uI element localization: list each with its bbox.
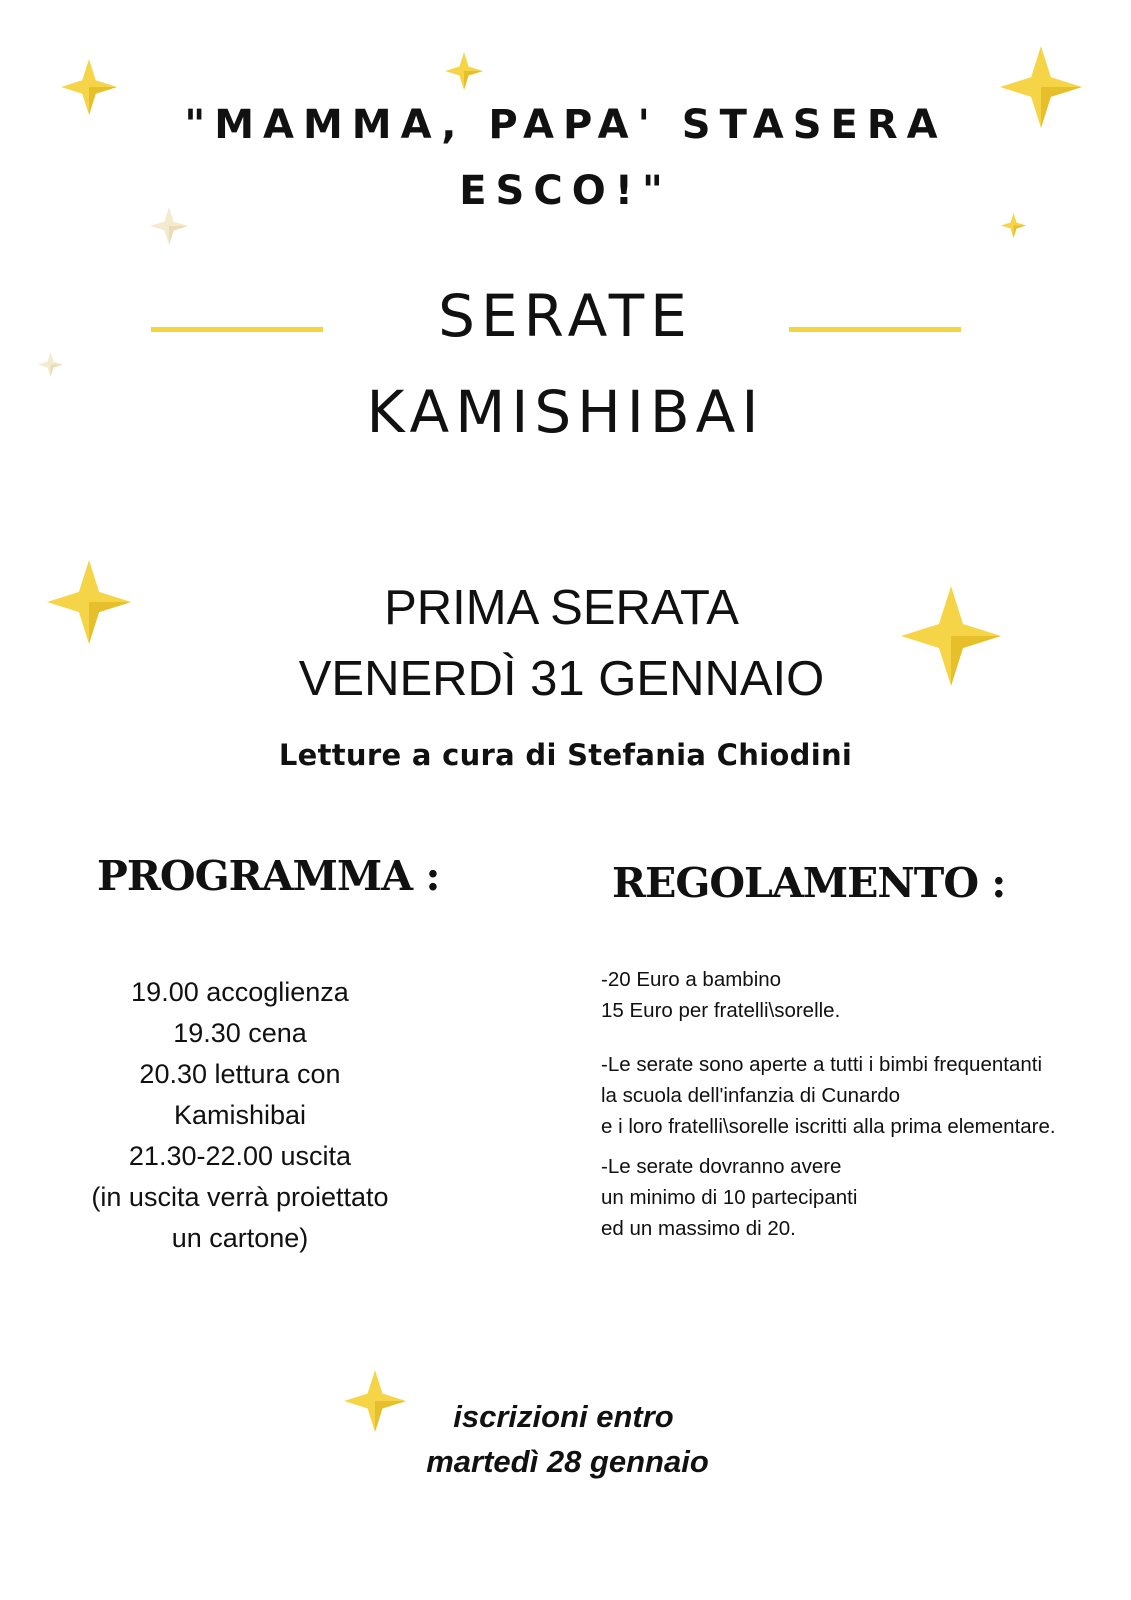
star-icon [445,52,483,90]
rules-line: -Le serate dovranno avere [601,1155,842,1178]
rules-heading: REGOLAMENTO : [612,859,1006,907]
program-item: 19.30 cena [173,1018,307,1048]
program-item: 19.00 accoglienza [131,977,349,1007]
event-name: PRIMA SERATA [384,581,739,635]
rules-participants [601,1151,1121,1244]
rules-line: ed un massimo di 20. [601,1217,796,1240]
program-item: 20.30 lettura con [139,1059,341,1089]
registration-deadline-date: martedì 28 gennaio [426,1444,709,1479]
program-item: 21.30-22.00 uscita [128,1141,352,1171]
program-item: Kamishibai [173,1100,307,1130]
rules-line: -Le serate sono aperte a tutti i bimbi frequentanti [601,1053,1043,1076]
program-list [60,972,420,1259]
rules-pricing [601,964,1121,1026]
rules-line: e i loro fratelli\sorelle iscritti alla prima elementare. [601,1115,1056,1138]
poster-title-line-1: "MAMMA, PAPA' STASERA [184,102,947,148]
poster-title-line-2: ESCO!" [459,168,672,214]
rules-line: -20 Euro a bambino [601,968,782,991]
rules-line: 15 Euro per fratelli\sorelle. [601,999,841,1022]
subtitle-line-1: SERATE [438,282,693,350]
subtitle-line-2: KAMISHIBAI [366,378,765,446]
program-heading: PROGRAMMA : [97,852,440,900]
event-date: VENERDÌ 31 GENNAIO [298,652,825,706]
program-item: un cartone) [171,1223,309,1253]
program-item: (in uscita verrà proiettato [91,1182,389,1212]
rules-line: un minimo di 10 partecipanti [601,1186,858,1209]
rules-eligibility [601,1049,1121,1142]
event-byline: Letture a cura di Stefania Chiodini [278,738,853,772]
registration-deadline-label: iscrizioni entro [453,1399,674,1434]
rules-line: la scuola dell'infanzia di Cunardo [601,1084,901,1107]
